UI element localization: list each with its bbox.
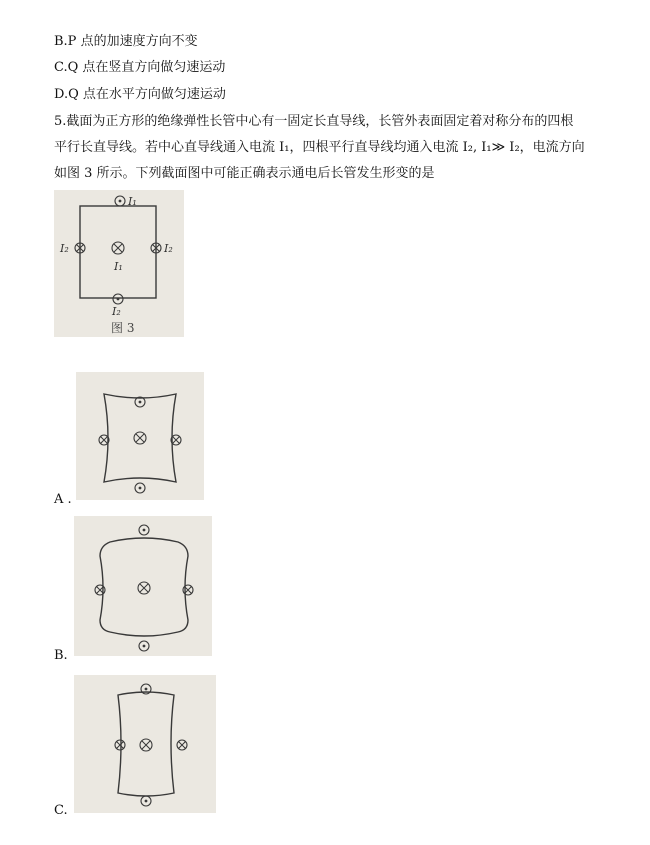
option-b-figure — [74, 516, 212, 656]
label-right: I₂ — [164, 242, 173, 255]
option-a-figure — [76, 372, 204, 500]
option-c-figure — [74, 675, 216, 813]
option-b-diagram — [74, 516, 212, 656]
option-c-diagram — [74, 675, 216, 813]
label-left: I₂ — [60, 242, 69, 255]
option-a-label: A . — [54, 492, 72, 507]
figure-3 — [54, 190, 184, 337]
option-b-label: B. — [54, 648, 68, 663]
option-c-label: C. — [54, 803, 68, 818]
figure-3-diagram — [54, 190, 184, 337]
question-line-3: 如图 3 所示。下列截面图中可能正确表示通电后长管发生形变的是 — [54, 166, 435, 181]
option-b-prev: B.P 点的加速度方向不变 — [54, 34, 198, 49]
question-line-2: 平行长直导线。若中心直导线通入电流 I₁，四根平行直导线均通入电流 I₂, I₁≫ I₂，电流方向 — [54, 140, 585, 155]
option-c-prev: C.Q 点在竖直方向做匀速运动 — [54, 60, 226, 75]
option-a-diagram — [76, 372, 204, 500]
label-center: I₁ — [114, 260, 123, 273]
question-line-1: 5.截面为正方形的绝缘弹性长管中心有一固定长直导线，长管外表面固定着对称分布的四根 — [54, 114, 574, 129]
label-bottom: I₂ — [112, 305, 121, 318]
figure-3-caption: 图 3 — [111, 321, 135, 335]
label-top: I₁ — [128, 195, 137, 208]
option-d-prev: D.Q 点在水平方向做匀速运动 — [54, 87, 226, 102]
